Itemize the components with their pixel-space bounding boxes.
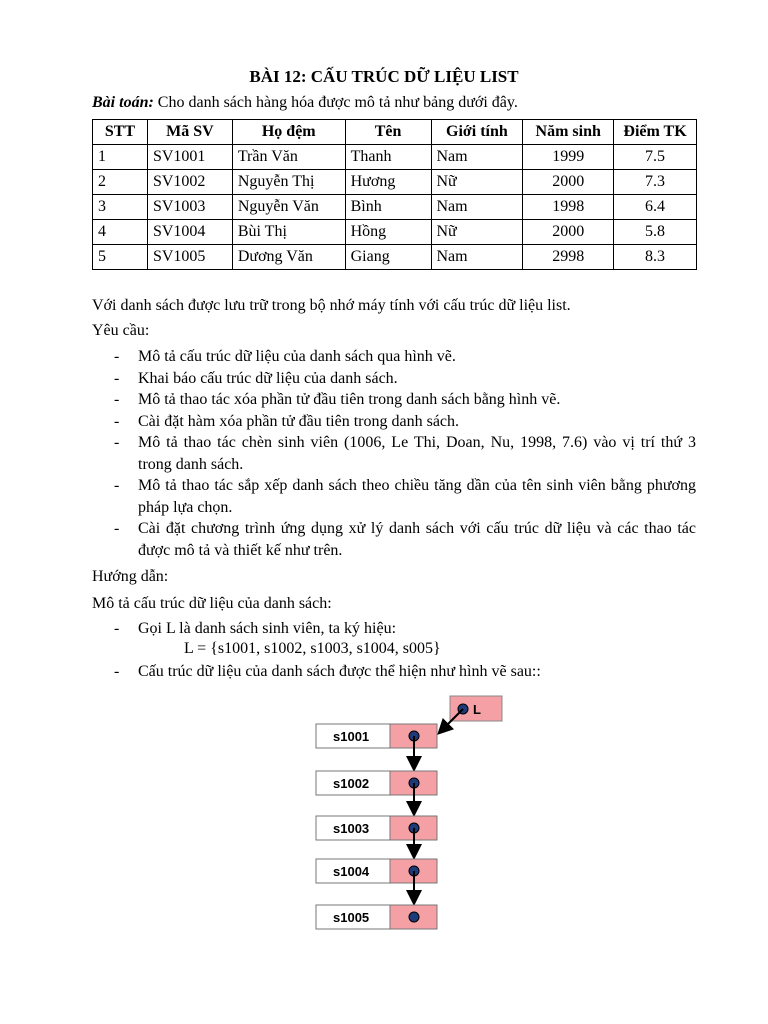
table-cell: 1999 bbox=[523, 145, 614, 170]
table-row bbox=[93, 245, 697, 270]
list-item: - Mô tả thao tác xóa phần tử đầu tiên trong danh sách bằng hình vẽ. bbox=[114, 391, 561, 408]
column-header: Năm sinh bbox=[523, 120, 614, 145]
table-cell: Nguyễn Văn bbox=[232, 195, 345, 220]
list-item: - Mô tả thao tác chèn sinh viên (1006, Le Thi, Doan, Nu, 1998, 7.6) vào vị trí thứ 3 trong danh sách. bbox=[114, 434, 696, 473]
intro-text: Cho danh sách hàng hóa được mô tả như bảng dưới đây. bbox=[153, 94, 518, 111]
table-cell: 8.3 bbox=[614, 245, 697, 270]
table-row bbox=[93, 195, 697, 220]
list-item: - Khai báo cấu trúc dữ liệu của danh sách. bbox=[114, 369, 398, 387]
table-cell: SV1002 bbox=[147, 170, 232, 195]
table-cell: Nam bbox=[431, 195, 523, 220]
table-cell: Nguyễn Thị bbox=[232, 170, 345, 195]
table-cell: 2000 bbox=[523, 220, 614, 245]
storage-sentence: Với danh sách được lưu trữ trong bộ nhớ máy tính với cấu trúc dữ liệu list. bbox=[92, 297, 571, 314]
requirements-list bbox=[92, 346, 696, 561]
table-row bbox=[93, 170, 697, 195]
table-row bbox=[93, 220, 697, 245]
table-cell: Dương Văn bbox=[232, 245, 345, 270]
table-cell: 2000 bbox=[523, 170, 614, 195]
table-cell: 7.3 bbox=[614, 170, 697, 195]
table-cell: Nữ bbox=[431, 220, 523, 245]
list-item: - Cài đặt chương trình ứng dụng xử lý danh sách với cấu trúc dữ liệu và các thao tác được mô tả và thiết kế như trên. bbox=[114, 520, 696, 559]
table-cell: Bùi Thị bbox=[232, 220, 345, 245]
table-cell: 2 bbox=[93, 170, 148, 195]
column-header: Điểm TK bbox=[614, 120, 697, 145]
table-cell: Bình bbox=[345, 195, 431, 220]
table-header-row bbox=[93, 120, 697, 145]
table-cell: Thanh bbox=[345, 145, 431, 170]
column-header: Mã SV bbox=[147, 120, 232, 145]
list-formula: L = {s1001, s1002, s1003, s1004, s005} bbox=[184, 640, 441, 657]
table-cell: 2998 bbox=[523, 245, 614, 270]
table-cell: 5 bbox=[93, 245, 148, 270]
column-header: Tên bbox=[345, 120, 431, 145]
requirements-heading: Yêu cầu: bbox=[92, 322, 150, 339]
intro-label: Bài toán: bbox=[92, 94, 154, 111]
node-pointer-dot bbox=[409, 912, 419, 922]
intro-line bbox=[92, 94, 518, 112]
table-cell: Nữ bbox=[431, 170, 523, 195]
table-cell: 6.4 bbox=[614, 195, 697, 220]
table-cell: Trần Văn bbox=[232, 145, 345, 170]
node-label: s1004 bbox=[333, 864, 370, 879]
table-cell: Hồng bbox=[345, 220, 431, 245]
table-cell: Giang bbox=[345, 245, 431, 270]
list-item: - Cài đặt hàm xóa phần tử đầu tiên trong danh sách. bbox=[114, 412, 460, 430]
document-page: BÀI 12: CẤU TRÚC DỮ LIỆU LIST Bài toán: Cho danh sách hàng hóa được mô tả như bảng dưới đây. STT Mã SV Họ đệm Tên Giới tính Năm sinh Điểm TK 1 SV1001 Trần Văn Thanh Nam 1999 7.5 2 SV1002 Nguyễn Thị Hương Nữ 2000 7.3 3 SV1003 Nguyễn Văn Bình Nam 1998 6.4 4 SV1004 Bùi Thị Hồng Nữ 2000 5.8 5 SV1005 Dương Văn Giang Nam 2998 8.3 Với danh sách được lưu trữ trong bộ nhớ máy tính với cấu trúc dữ liệu list. Yêu cầu: - Mô tả cấu trúc dữ liệu của danh sách qua hình vẽ. - Khai báo cấu trúc dữ liệu của danh sách. - Mô tả thao tác xóa phần tử đầu tiên trong danh sách bằng hình vẽ. - Cài đặt hàm xóa phần tử đầu tiên trong danh sách. - Mô tả thao tác chèn sinh viên (1006, Le Thi, Doan, Nu, 1998, 7.6) vào vị trí thứ 3 trong danh sách. - Mô tả thao tác sắp xếp danh sách theo chiều tăng dần của tên sinh viên bằng phương pháp lựa chọn. - Cài đặt chương trình ứng dụng xử lý danh sách với cấu trúc dữ liệu và các thao tác được mô tả và thiết kế như trên. Hướng dẫn: Mô tả cấu trúc dữ liệu của danh sách: - Gọi L là danh sách sinh viên, ta ký hiệu: L = {s1001, s1002, s1003, s1004, s005} - Cấu trúc dữ liệu của danh sách được thể hiện như hình vẽ sau:: L s1001 s1002 s1003 s1004 s1005 bbox=[0, 0, 768, 1024]
table-cell: SV1004 bbox=[147, 220, 232, 245]
table-cell: SV1005 bbox=[147, 245, 232, 270]
head-label: L bbox=[473, 702, 481, 717]
column-header: STT bbox=[93, 120, 148, 145]
column-header: Giới tính bbox=[431, 120, 523, 145]
table-cell: 1998 bbox=[523, 195, 614, 220]
node-label: s1001 bbox=[333, 729, 370, 744]
list-item: - Mô tả cấu trúc dữ liệu của danh sách qua hình vẽ. bbox=[114, 348, 456, 365]
list-item: - Mô tả thao tác sắp xếp danh sách theo chiều tăng dần của tên sinh viên bằng phương pháp lựa chọn. bbox=[114, 477, 696, 516]
student-table bbox=[92, 119, 697, 270]
linked-list-diagram bbox=[300, 690, 520, 940]
page-title: BÀI 12: CẤU TRÚC DỮ LIỆU LIST bbox=[249, 67, 519, 86]
table-row bbox=[93, 145, 697, 170]
table-cell: 5.8 bbox=[614, 220, 697, 245]
node-label: s1005 bbox=[333, 910, 370, 925]
node-label: s1003 bbox=[333, 821, 370, 836]
column-header: Họ đệm bbox=[232, 120, 345, 145]
table-cell: SV1003 bbox=[147, 195, 232, 220]
node-label: s1002 bbox=[333, 776, 370, 791]
table-cell: 3 bbox=[93, 195, 148, 220]
table-cell: 7.5 bbox=[614, 145, 697, 170]
table-cell: Nam bbox=[431, 145, 523, 170]
table-cell: 1 bbox=[93, 145, 148, 170]
table-cell: 4 bbox=[93, 220, 148, 245]
table-cell: SV1001 bbox=[147, 145, 232, 170]
table-cell: Hương bbox=[345, 170, 431, 195]
guide-subheading: Mô tả cấu trúc dữ liệu của danh sách: bbox=[92, 595, 332, 612]
table-cell: Nam bbox=[431, 245, 523, 270]
guide-heading: Hướng dẫn: bbox=[92, 568, 169, 585]
